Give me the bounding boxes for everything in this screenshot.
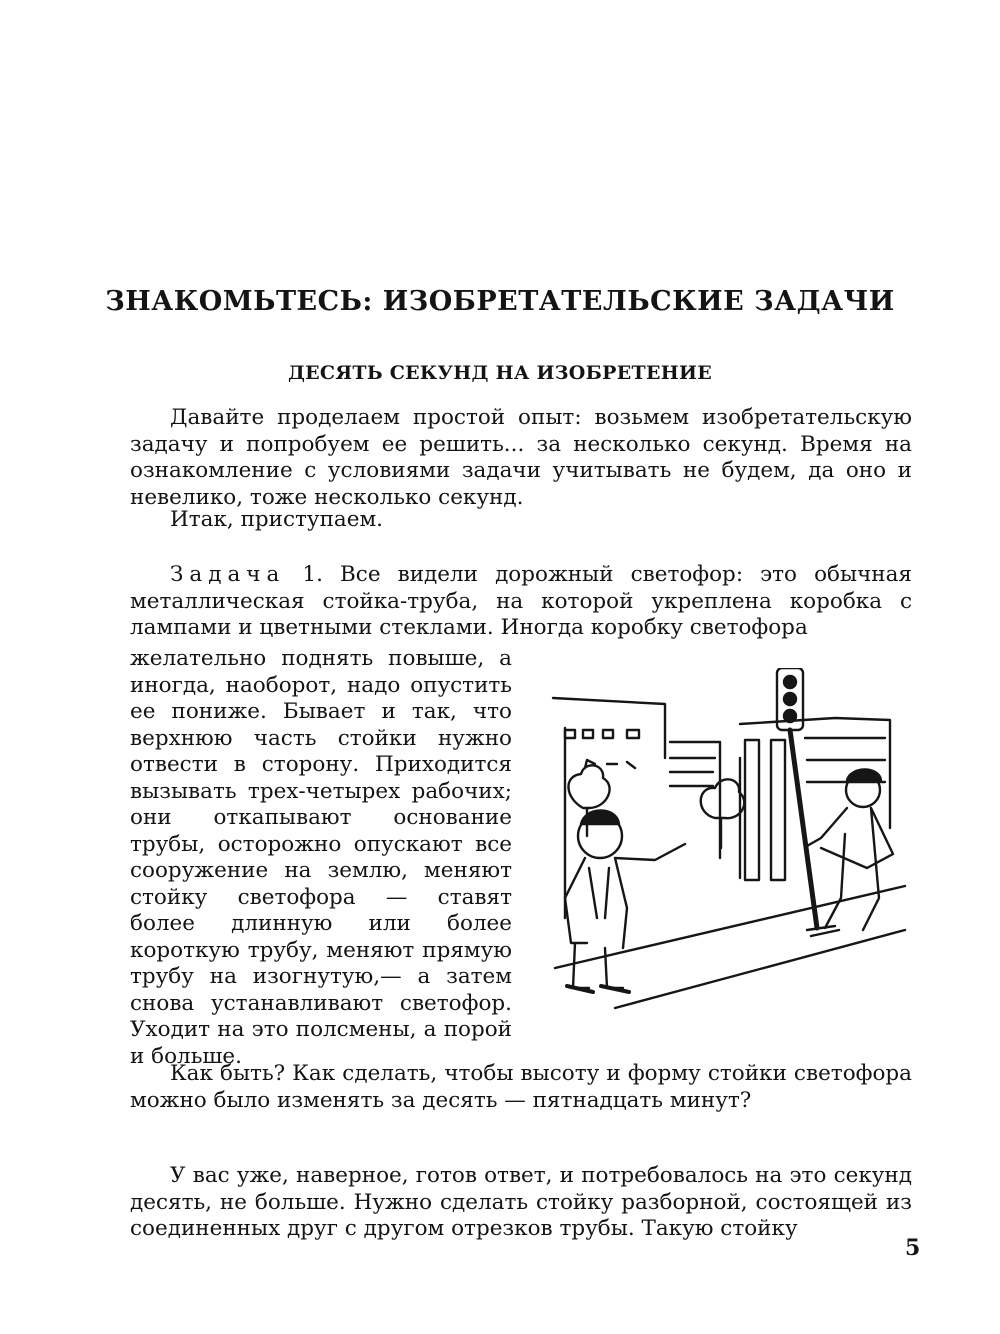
question-text: Как быть? Как сделать, чтобы высоту и форму стойки светофора можно было изменять за десять — пятнадцать минут?: [130, 1061, 912, 1113]
answer-paragraph: [130, 1163, 912, 1243]
man-suspenders: [589, 868, 609, 918]
window-sketch: [585, 760, 635, 768]
building-middle-outline: [670, 742, 720, 858]
window: [603, 730, 613, 738]
question-paragraph: [130, 1061, 912, 1114]
chapter-heading: ЗНАКОМЬТЕСЬ: ИЗОБРЕТАТЕЛЬСКИЕ ЗАДАЧИ: [105, 286, 895, 317]
window: [583, 730, 593, 738]
yellow-lamp: [784, 693, 796, 705]
intro-paragraph: [130, 405, 912, 511]
task-paragraph: [130, 562, 912, 642]
tree-left: [568, 765, 609, 808]
green-lamp: [784, 710, 796, 722]
building-right-outline: [740, 718, 890, 878]
start-paragraph: [130, 507, 912, 534]
task-number: 1.: [302, 562, 323, 587]
pole-base: [807, 926, 839, 936]
worker-cap: [847, 770, 881, 781]
start-text: Итак, приступаем.: [170, 507, 384, 532]
window: [627, 730, 639, 738]
window: [565, 730, 575, 738]
building-column: [771, 740, 785, 880]
worker-body: [807, 808, 893, 930]
red-lamp: [784, 676, 796, 688]
road-lines: [555, 886, 905, 1008]
traffic-light-illustration: [545, 668, 915, 1013]
intro-text: Давайте проделаем простой опыт: возьмем изобретательскую задачу и попробуем ее решить... за несколько секунд. Время на ознакомление с условиями задачи учитывать не будем, да оно и невелико, тоже несколько секунд.: [130, 405, 912, 510]
task-body: Все видели дорожный светофор: это обычная металлическая стойка-труба, на которой укреплена коробка с лампами и цветными стеклами. Иногда коробку светофора: [130, 562, 912, 640]
page-number: 5: [905, 1235, 921, 1261]
man-body: [565, 844, 685, 988]
task-text-wide: [130, 562, 912, 642]
answer-text: У вас уже, наверное, готов ответ, и потребовалось на это секунд десять, не больше. Нужно сделать стойку разборной, состоящей из соединенных друг с другом отрезков трубы. Такую стойку: [130, 1163, 912, 1241]
section-heading: ДЕСЯТЬ СЕКУНД НА ИЗОБРЕТЕНИЕ: [287, 362, 713, 384]
task-paragraph-continued: желательно поднять повыше, а иногда, наоборот, надо опустить ее пониже. Бывает и так, что верхнюю часть стойки нужно отвести в сторону. Приходится вызывать трех-четырех рабочих; они откапывают основание трубы, осторожно опускают все сооружение на землю, меняют стойку светофора — ставят более длинную или более короткую трубу, меняют прямую трубу на изогнутую,— а затем снова устанавливают светофор. Уходит на это полсмены, а порой и больше.: [130, 646, 512, 1069]
task-label: Задача: [170, 562, 286, 587]
building-column: [745, 740, 759, 880]
